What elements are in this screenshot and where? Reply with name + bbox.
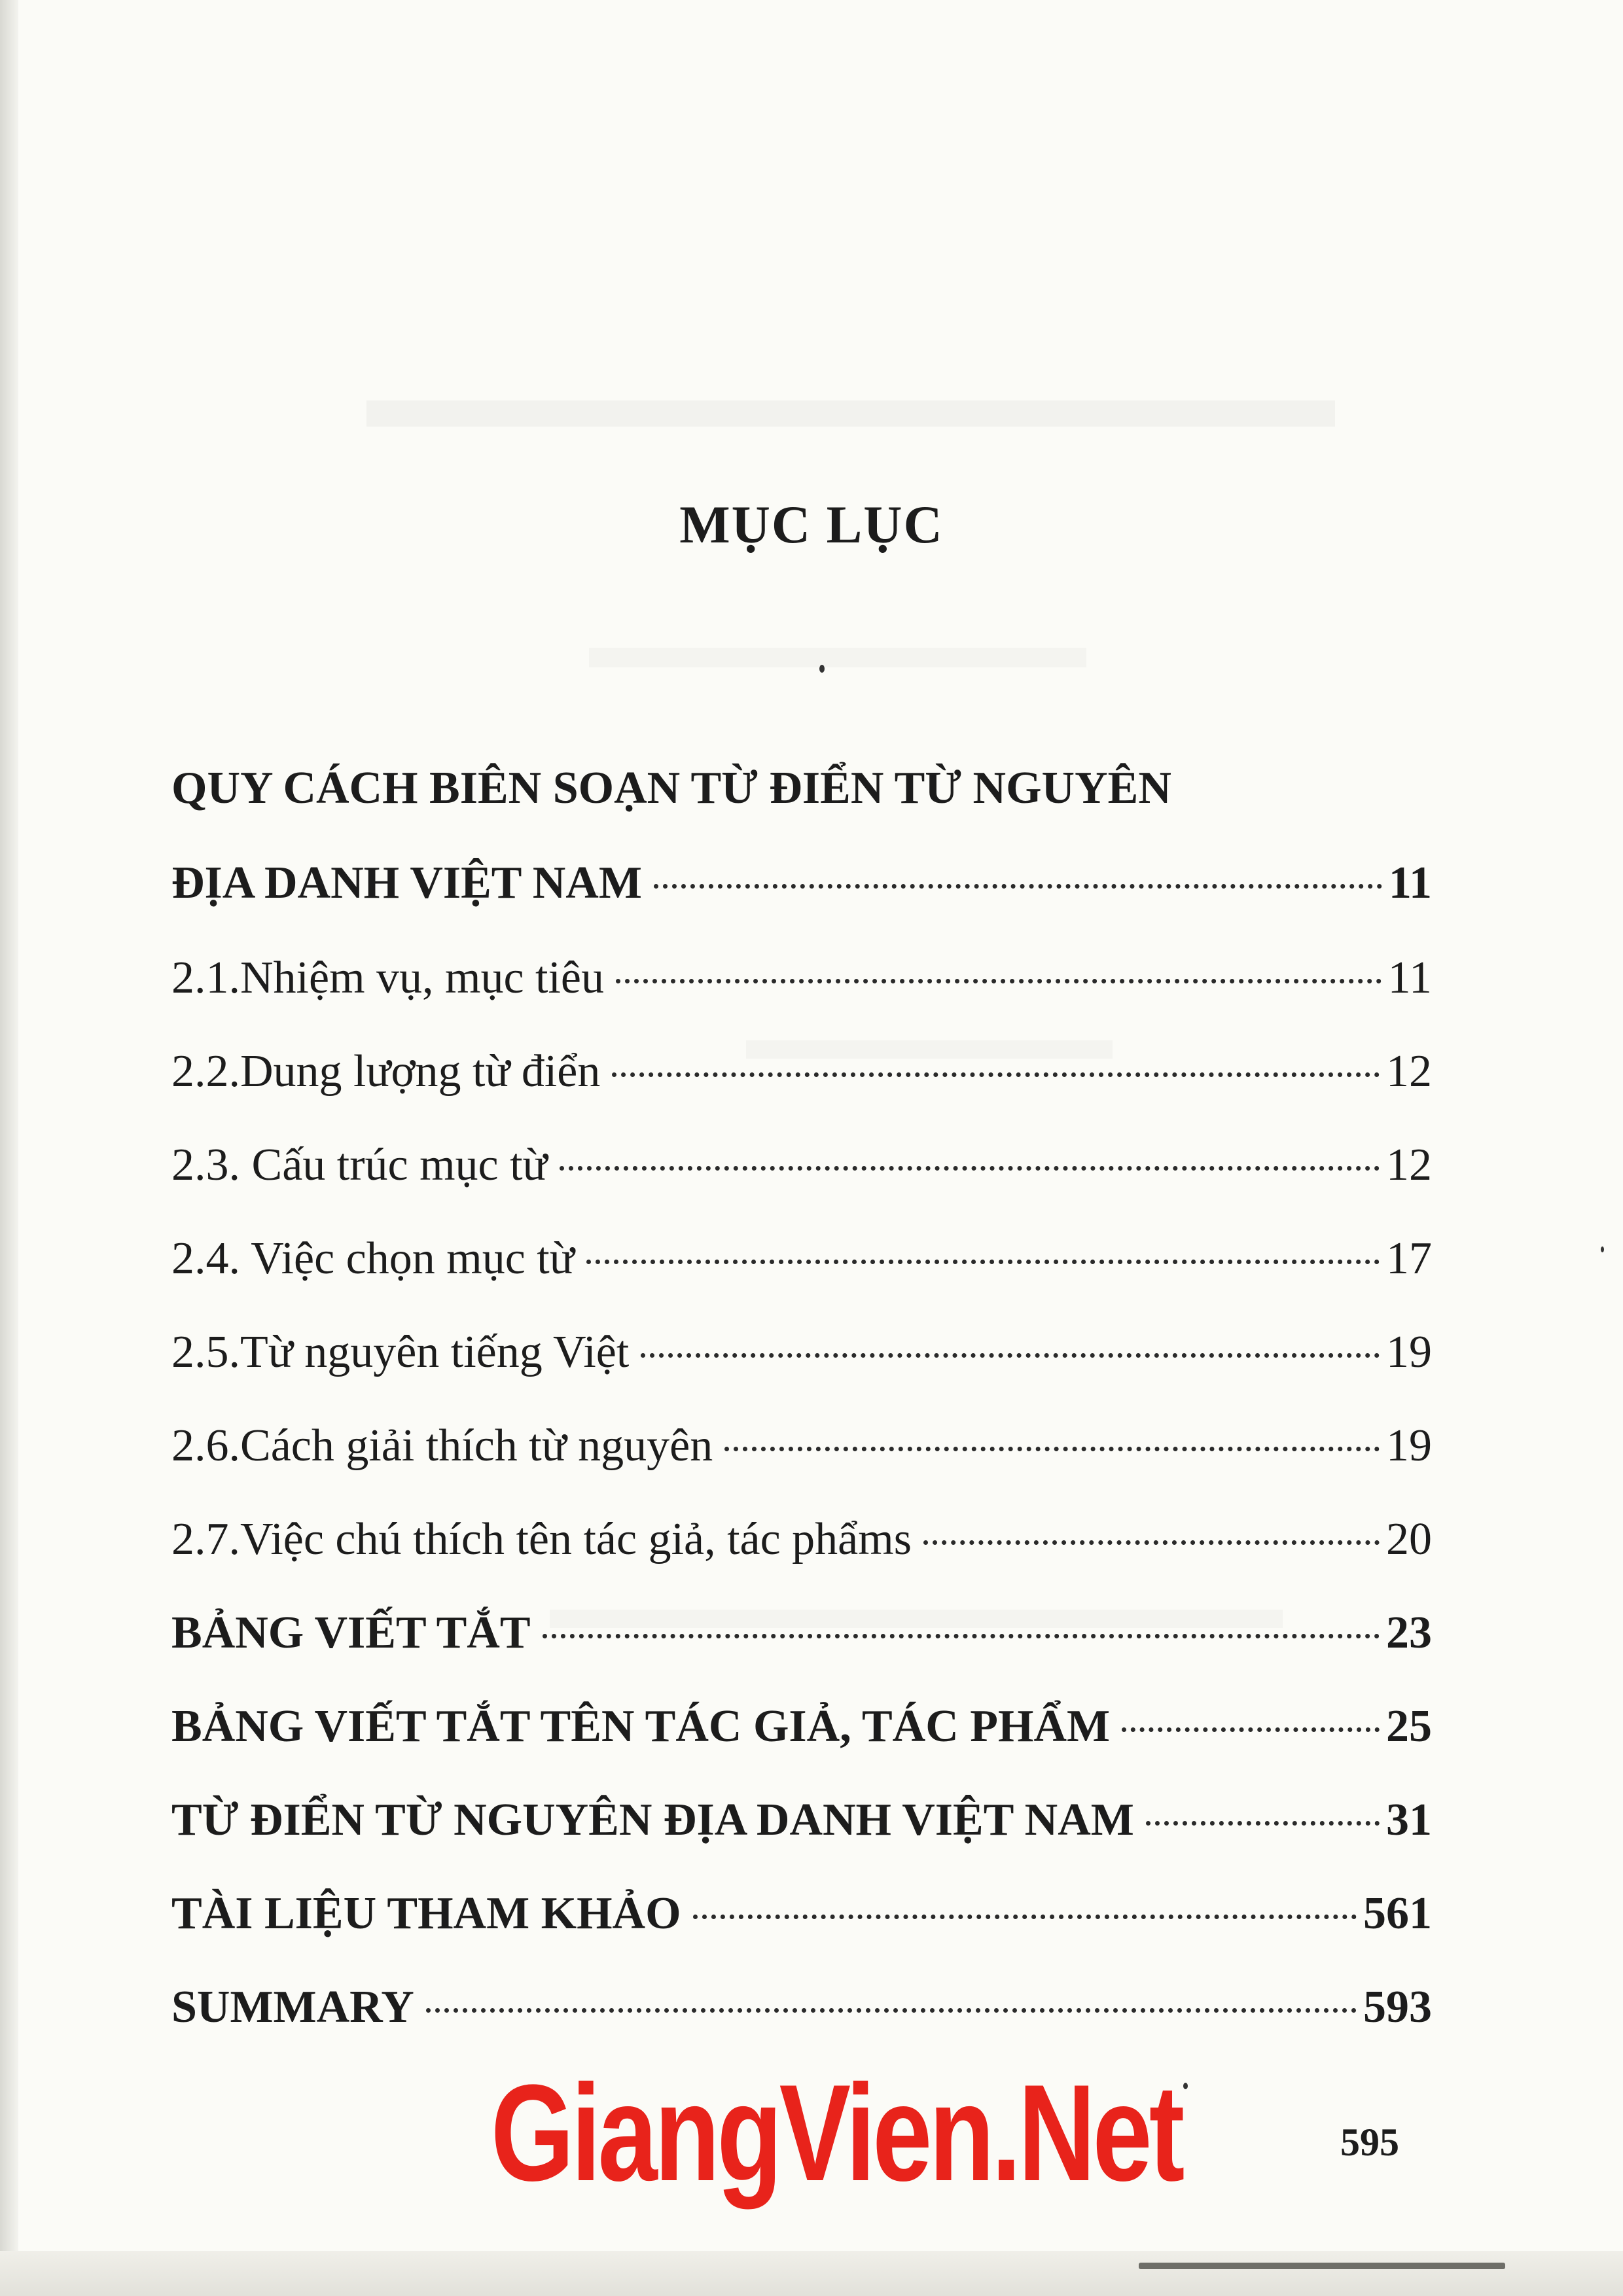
scan-bottom-edge: [0, 2251, 1623, 2296]
toc-entry-label: SUMMARY: [171, 1982, 414, 2032]
toc-entry-label: BẢNG VIẾT TẮT TÊN TÁC GIẢ, TÁC PHẨM: [171, 1701, 1111, 1752]
toc-entry: [171, 1039, 1432, 1104]
dot-leader: [641, 1353, 1380, 1358]
toc-entry: [171, 1320, 1432, 1385]
toc-page-number: 23: [1386, 1608, 1432, 1658]
toc-page-number: 25: [1386, 1701, 1432, 1752]
bleed-through-block: [366, 400, 1335, 427]
toc-entry: [171, 1413, 1432, 1479]
toc-heading-line-2: ĐỊA DANH VIỆT NAM: [171, 858, 642, 908]
toc-entry: [171, 1507, 1432, 1572]
bleed-through-block: [589, 648, 1086, 667]
dot-leader: [1146, 1821, 1380, 1826]
toc-entry: [171, 1600, 1432, 1666]
toc-entry: [171, 1788, 1432, 1853]
toc-page-number: 31: [1386, 1795, 1432, 1845]
toc-page-number: 593: [1363, 1982, 1432, 2032]
toc-page-number: 17: [1386, 1233, 1432, 1284]
ink-speck: [1183, 2083, 1188, 2089]
toc-page-number: 11: [1387, 953, 1432, 1003]
toc-entry: [171, 945, 1432, 1011]
toc-heading-line-1: QUY CÁCH BIÊN SOẠN TỪ ĐIỂN TỪ NGUYÊN: [171, 763, 1171, 813]
toc-entry: [171, 1975, 1432, 2040]
dot-leader: [654, 884, 1382, 889]
dot-leader: [543, 1634, 1380, 1638]
toc-entry-label: 2.4. Việc chọn mục từ: [171, 1233, 575, 1284]
toc-page-number: 12: [1386, 1046, 1432, 1097]
toc-entry: [171, 1881, 1432, 1947]
toc-entry-label: 2.6.Cách giải thích từ nguyên: [171, 1421, 713, 1471]
toc-page-number: 561: [1363, 1888, 1432, 1939]
toc-entry-label: 2.2.Dung lượng từ điển: [171, 1046, 601, 1097]
dot-leader: [1122, 1727, 1380, 1732]
page-left-edge: [0, 0, 18, 2296]
toc-page-number: 19: [1386, 1421, 1432, 1471]
dot-leader: [693, 1915, 1357, 1919]
dot-leader: [923, 1540, 1380, 1545]
toc-entry-label: 2.3. Cấu trúc mục từ: [171, 1140, 548, 1190]
toc-entry: [171, 1133, 1432, 1198]
toc-page-number: 11: [1388, 858, 1432, 908]
toc-heading-entry: [171, 851, 1432, 916]
toc-entry-label: 2.5.Từ nguyên tiếng Việt: [171, 1327, 630, 1377]
ink-speck: [819, 665, 825, 673]
toc-entry-label: TỪ ĐIỂN TỪ NGUYÊN ĐỊA DANH VIỆT NAM: [171, 1795, 1134, 1845]
toc-page-number: 20: [1386, 1514, 1432, 1564]
ink-speck: [1601, 1246, 1604, 1252]
page-title: MỤC LỤC: [679, 495, 944, 554]
toc-entry: [171, 1226, 1432, 1292]
toc-entry-label: BẢNG VIẾT TẮT: [171, 1608, 531, 1658]
dot-leader: [612, 1072, 1380, 1077]
dot-leader: [724, 1447, 1380, 1451]
toc-page-number: 19: [1386, 1327, 1432, 1377]
toc-entry-label: TÀI LIỆU THAM KHẢO: [171, 1888, 681, 1939]
dot-leader: [426, 2008, 1357, 2013]
toc-entry-label: 2.1.Nhiệm vụ, mục tiêu: [171, 953, 605, 1003]
toc-page-number: 12: [1386, 1140, 1432, 1190]
page-number: 595: [1340, 2121, 1399, 2164]
toc-entry-label: 2.7.Việc chú thích tên tác giả, tác phẩms: [171, 1514, 912, 1564]
dot-leader: [560, 1166, 1380, 1171]
dot-leader: [616, 979, 1382, 983]
toc-entry: [171, 1694, 1432, 1759]
watermark-logo: GiangVien.Net: [491, 2056, 1182, 2210]
scan-shadow-strip: [1139, 2263, 1505, 2269]
dot-leader: [586, 1260, 1380, 1264]
